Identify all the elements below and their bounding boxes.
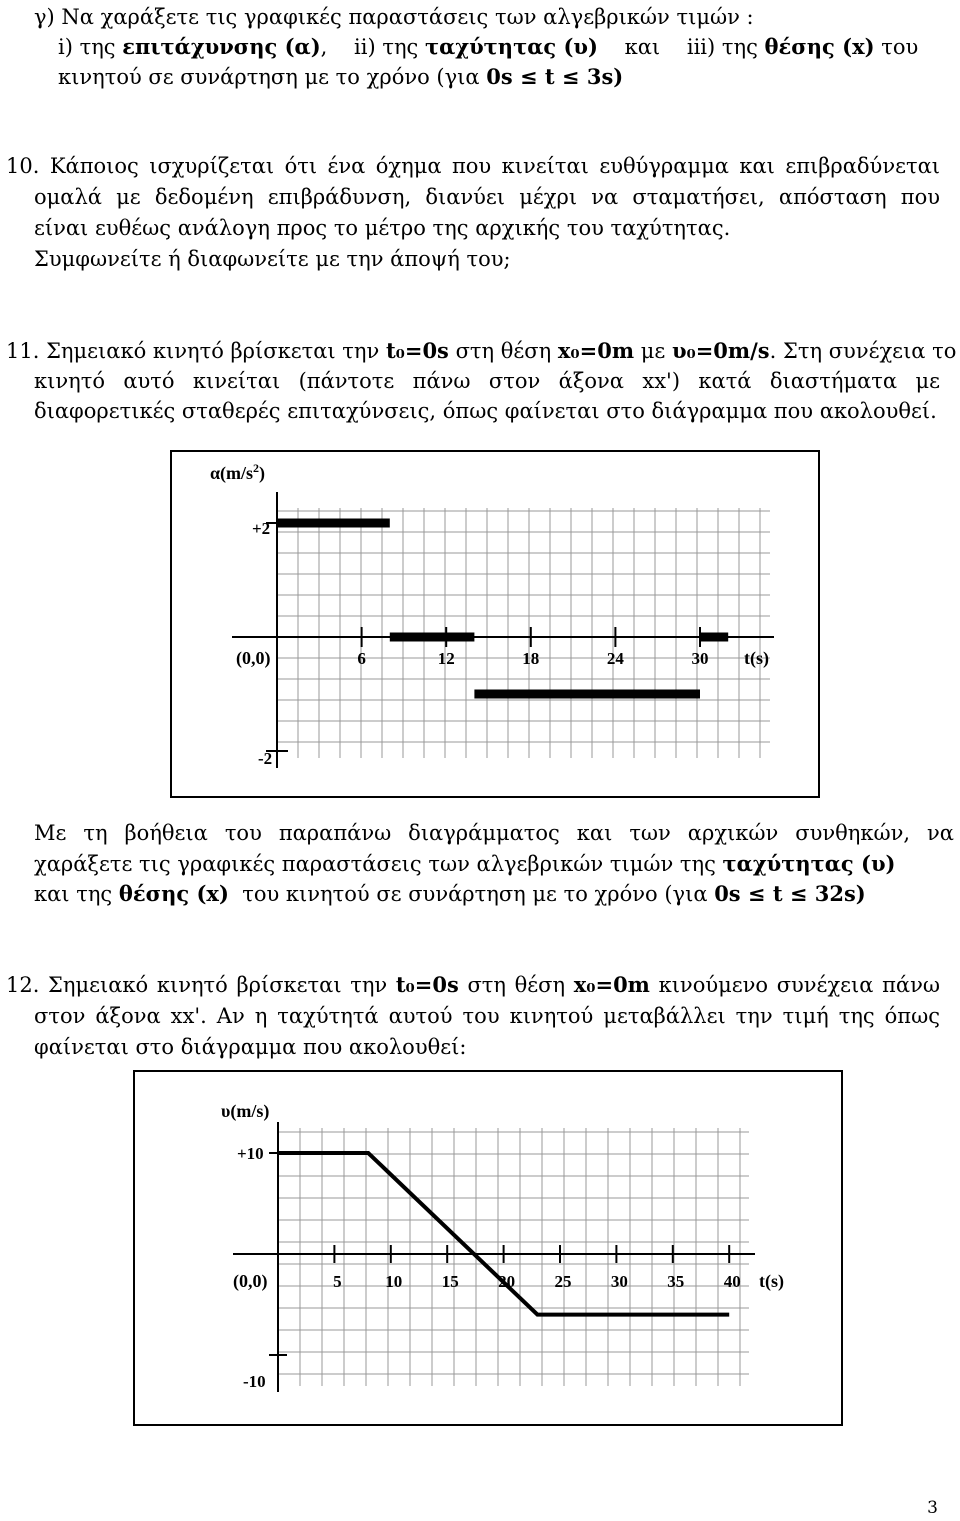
q12-line-2: στον άξονα xx'. Αν η ταχύτητά αυτού του κινητού μεταβάλλει την τιμή της όπως: [34, 1004, 940, 1028]
x-tick-label: 30: [691, 649, 709, 668]
q11-after-line-1: Με τη βοήθεια του παραπάνω διαγράμματος και των αρχικών συνθηκών, να: [34, 821, 954, 845]
x-tick-label: 40: [723, 1272, 741, 1291]
q11-line-2: κινητό αυτό κινείται (πάντοτε πάνω στον άξονα xx') κατά διαστήματα με: [34, 369, 940, 393]
x-tick-label: 6: [357, 649, 366, 668]
x-tick-label: 12: [437, 649, 455, 668]
acceleration-chart-svg: [170, 450, 820, 800]
velocity-chart-svg: [133, 1070, 843, 1428]
q10-line-2: ομαλά με δεδομένη επιβράδυνση, διανύει μέχρι να σταματήσει, απόσταση που: [34, 185, 940, 209]
origin-label: (0,0): [236, 648, 271, 668]
q-gamma-line-1: γ) Να χαράξετε τις γραφικές παραστάσεις των αλγεβρικών τιμών :: [34, 5, 754, 29]
x-axis-label: t(s): [759, 1271, 784, 1291]
page-number: 3: [927, 1498, 938, 1518]
y-tick-label: -10: [243, 1372, 266, 1391]
q-gamma-line-2: i) της επιτάχυνσης (α), ii) της ταχύτητας (υ) και iii) της θέσης (x) του: [58, 34, 919, 59]
y-axis-label: $\alpha(m/s^2)$: [210, 461, 266, 483]
q10-line-1: 10. Κάποιος ισχυρίζεται ότι ένα όχημα που κινείται ευθύγραμμα και επιβραδύνεται: [6, 154, 940, 178]
y-tick-label: +10: [237, 1144, 264, 1163]
q11-line-3: διαφορετικές σταθερές επιταχύνσεις, όπως φαίνεται στο διάγραμμα που ακολουθεί.: [34, 399, 937, 423]
x-tick-label: 10: [385, 1272, 403, 1291]
q12-line-1: 12. Σημειακό κινητό βρίσκεται την t₀=0s στη θέση x₀=0m κινούμενο συνέχεια πάνω: [6, 972, 940, 997]
q11-after-line-3: και της θέσης (x) του κινητού σε συνάρτηση με το χρόνο (για 0s ≤ t ≤ 32s): [34, 881, 866, 906]
acceleration-chart: [170, 450, 820, 800]
q12-line-3: φαίνεται στο διάγραμμα που ακολουθεί:: [34, 1035, 467, 1059]
x-tick-label: 35: [667, 1272, 685, 1291]
x-tick-label: 24: [606, 649, 624, 668]
x-tick-label: 5: [333, 1272, 342, 1291]
y-axis-label: υ(m/s): [221, 1101, 270, 1121]
q-gamma-line-3: κινητού σε συνάρτηση με το χρόνο (για 0s ≤ t ≤ 3s): [58, 64, 624, 89]
q11-after-line-2: χαράξετε τις γραφικές παραστάσεις των αλγεβρικών τιμών της ταχύτητας (υ): [34, 851, 896, 876]
q10-line-3: είναι ευθέως ανάλογη προς το μέτρο της αρχικής του ταχύτητας.: [34, 216, 731, 240]
y-tick-label: +2: [252, 519, 271, 538]
q11-line-1: 11. Σημειακό κινητό βρίσκεται την t₀=0s στη θέση x₀=0m με υ₀=0m/s. Στη συνέχεια το: [6, 338, 957, 363]
y-tick-label: -2: [258, 749, 273, 768]
x-tick-label: 30: [610, 1272, 628, 1291]
origin-label: (0,0): [233, 1271, 268, 1291]
chart-frame: [134, 1071, 842, 1425]
chart-frame: [171, 451, 819, 797]
x-tick-label: 18: [522, 649, 540, 668]
velocity-chart: [133, 1070, 843, 1428]
x-tick-label: 20: [498, 1272, 516, 1291]
x-axis-label: t(s): [744, 648, 769, 668]
q10-line-4: Συμφωνείτε ή διαφωνείτε με την άποψή του;: [34, 247, 511, 271]
x-tick-label: 15: [441, 1272, 459, 1291]
x-tick-label: 25: [554, 1272, 572, 1291]
